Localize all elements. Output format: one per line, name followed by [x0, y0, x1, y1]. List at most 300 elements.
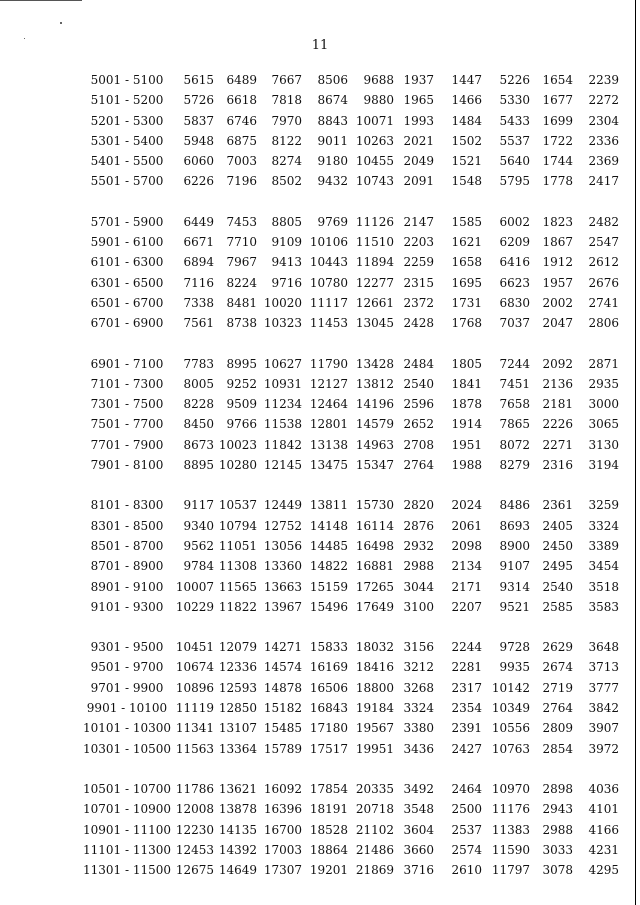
value-cell: 5537 [499, 133, 530, 148]
value-cell: 16881 [355, 559, 394, 574]
value-cell: 8805 [271, 214, 302, 229]
value-cell: 10556 [491, 721, 530, 736]
value-cell: 9784 [183, 559, 214, 574]
value-cell: 11126 [355, 214, 394, 229]
value-cell: 11051 [218, 538, 257, 553]
row-group [0, 212, 640, 334]
value-cell: 2315 [403, 275, 434, 290]
income-range-cell: 10301 - 10500 [82, 741, 172, 756]
value-cell: 9521 [499, 599, 530, 614]
value-cell: 10106 [309, 235, 348, 250]
value-cell: 1993 [403, 113, 434, 128]
value-cell: 10627 [263, 356, 302, 371]
value-cell: 2898 [542, 781, 573, 796]
value-cell: 10071 [355, 113, 394, 128]
value-cell: 4036 [588, 781, 619, 796]
value-cell: 10537 [218, 498, 257, 513]
value-cell: 1744 [542, 154, 573, 169]
value-cell: 7561 [183, 316, 214, 331]
value-cell: 4231 [588, 842, 619, 857]
value-cell: 10280 [218, 458, 257, 473]
value-cell: 3972 [588, 741, 619, 756]
value-cell: 10743 [355, 174, 394, 189]
value-cell: 13967 [263, 599, 302, 614]
income-range-cell: 7501 - 7700 [90, 417, 164, 432]
value-cell: 1951 [451, 437, 482, 452]
row-group [0, 637, 640, 759]
value-cell: 11565 [218, 579, 257, 594]
value-cell: 2271 [542, 437, 573, 452]
value-cell: 13878 [218, 802, 257, 817]
value-cell: 11590 [491, 842, 530, 857]
value-cell: 11176 [491, 802, 530, 817]
value-cell: 13663 [263, 579, 302, 594]
value-cell: 1988 [451, 458, 482, 473]
value-cell: 8274 [271, 154, 302, 169]
value-cell: 2764 [542, 701, 573, 716]
value-cell: 2596 [403, 397, 434, 412]
value-cell: 2304 [588, 113, 619, 128]
income-range-cell: 8901 - 9100 [90, 579, 164, 594]
value-cell: 3000 [588, 397, 619, 412]
value-cell: 12127 [309, 376, 348, 391]
value-cell: 1654 [542, 73, 573, 87]
income-range-cell: 10901 - 11100 [82, 822, 172, 837]
value-cell: 3259 [588, 498, 619, 513]
value-cell: 3583 [588, 599, 619, 614]
value-cell: 13621 [218, 781, 257, 796]
value-cell: 6489 [226, 73, 257, 87]
value-cell: 10763 [491, 741, 530, 756]
value-cell: 11563 [175, 741, 214, 756]
table-row [0, 293, 640, 313]
value-cell: 2272 [588, 93, 619, 108]
row-group [0, 495, 640, 617]
value-cell: 18032 [355, 640, 394, 655]
value-cell: 11453 [309, 316, 348, 331]
table-row [0, 637, 640, 657]
value-cell: 10020 [263, 295, 302, 310]
value-cell: 8995 [226, 356, 257, 371]
income-range-cell: 6301 - 6500 [90, 275, 164, 290]
value-cell: 8506 [317, 73, 348, 87]
value-cell: 20335 [355, 781, 394, 796]
value-cell: 2764 [403, 458, 434, 473]
value-cell: 12593 [218, 680, 257, 695]
value-cell: 5795 [499, 174, 530, 189]
value-cell: 13045 [355, 316, 394, 331]
value-cell: 4166 [588, 822, 619, 837]
income-range-cell: 11301 - 11500 [82, 863, 172, 878]
value-cell: 3777 [588, 680, 619, 695]
value-cell: 12449 [263, 498, 302, 513]
value-cell: 7865 [499, 417, 530, 432]
value-cell: 12752 [263, 518, 302, 533]
value-cell: 3604 [403, 822, 434, 837]
value-cell: 15159 [309, 579, 348, 594]
value-cell: 2354 [451, 701, 482, 716]
value-cell: 3156 [403, 640, 434, 655]
value-cell: 14392 [218, 842, 257, 857]
value-cell: 2336 [588, 133, 619, 148]
value-cell: 17265 [355, 579, 394, 594]
value-cell: 2428 [403, 316, 434, 331]
value-cell: 15730 [355, 498, 394, 513]
table-row [0, 657, 640, 677]
value-cell: 3380 [403, 721, 434, 736]
value-cell: 2806 [588, 316, 619, 331]
value-cell: 1658 [451, 255, 482, 270]
table-row [0, 232, 640, 252]
value-cell: 3044 [403, 579, 434, 594]
value-cell: 3492 [403, 781, 434, 796]
value-cell: 20718 [355, 802, 394, 817]
value-cell: 12336 [218, 660, 257, 675]
value-cell: 9314 [499, 579, 530, 594]
value-cell: 9340 [183, 518, 214, 533]
value-cell: 8122 [271, 133, 302, 148]
value-cell: 7658 [499, 397, 530, 412]
table-row [0, 252, 640, 272]
value-cell: 14649 [218, 863, 257, 878]
value-cell: 3716 [403, 863, 434, 878]
value-cell: 5726 [183, 93, 214, 108]
value-cell: 1484 [451, 113, 482, 128]
table-row [0, 313, 640, 333]
value-cell: 6416 [499, 255, 530, 270]
value-cell: 2935 [588, 376, 619, 391]
value-cell: 2244 [451, 640, 482, 655]
value-cell: 5640 [499, 154, 530, 169]
value-cell: 16506 [309, 680, 348, 695]
value-cell: 2652 [403, 417, 434, 432]
value-cell: 2405 [542, 518, 573, 533]
value-cell: 2047 [542, 316, 573, 331]
value-cell: 10323 [263, 316, 302, 331]
value-cell: 14135 [218, 822, 257, 837]
table-row [0, 718, 640, 738]
value-cell: 13138 [309, 437, 348, 452]
value-cell: 10931 [263, 376, 302, 391]
value-cell: 9180 [317, 154, 348, 169]
income-range-cell: 6701 - 6900 [90, 316, 164, 331]
value-cell: 2629 [542, 640, 573, 655]
value-cell: 2226 [542, 417, 573, 432]
value-cell: 2098 [451, 538, 482, 553]
value-cell: 2741 [588, 295, 619, 310]
value-cell: 3518 [588, 579, 619, 594]
value-cell: 9769 [317, 214, 348, 229]
value-cell: 10451 [175, 640, 214, 655]
value-cell: 8693 [499, 518, 530, 533]
value-cell: 18416 [355, 660, 394, 675]
value-cell: 11234 [263, 397, 302, 412]
income-range-cell: 10101 - 10300 [82, 721, 172, 736]
value-cell: 17003 [263, 842, 302, 857]
value-cell: 15347 [355, 458, 394, 473]
value-cell: 2610 [451, 863, 482, 878]
value-cell: 1778 [542, 174, 573, 189]
value-cell: 8072 [499, 437, 530, 452]
value-cell: 16843 [309, 701, 348, 716]
value-cell: 15496 [309, 599, 348, 614]
value-cell: 6623 [499, 275, 530, 290]
value-cell: 1823 [542, 214, 573, 229]
value-cell: 5330 [499, 93, 530, 108]
value-cell: 2207 [451, 599, 482, 614]
value-cell: 1621 [451, 235, 482, 250]
value-cell: 1867 [542, 235, 573, 250]
value-cell: 2049 [403, 154, 434, 169]
value-cell: 12464 [309, 397, 348, 412]
value-cell: 10229 [175, 599, 214, 614]
value-cell: 7338 [183, 295, 214, 310]
value-cell: 5837 [183, 113, 214, 128]
table-row [0, 495, 640, 515]
value-cell: 3033 [542, 842, 573, 857]
value-cell: 1502 [451, 133, 482, 148]
value-cell: 18864 [309, 842, 348, 857]
value-cell: 2537 [451, 822, 482, 837]
value-cell: 15789 [263, 741, 302, 756]
value-cell: 9728 [499, 640, 530, 655]
value-cell: 2091 [403, 174, 434, 189]
value-cell: 4295 [588, 863, 619, 878]
value-cell: 7196 [226, 174, 257, 189]
value-cell: 3389 [588, 538, 619, 553]
value-cell: 8228 [183, 397, 214, 412]
value-cell: 2372 [403, 295, 434, 310]
value-cell: 2061 [451, 518, 482, 533]
table-row [0, 131, 640, 151]
value-cell: 13360 [263, 559, 302, 574]
value-cell: 1585 [451, 214, 482, 229]
value-cell: 2708 [403, 437, 434, 452]
scan-speck [60, 22, 62, 24]
value-cell: 13428 [355, 356, 394, 371]
value-cell: 9880 [363, 93, 394, 108]
table-row [0, 536, 640, 556]
income-range-cell: 9501 - 9700 [90, 660, 164, 675]
income-range-cell: 9101 - 9300 [90, 599, 164, 614]
value-cell: 11797 [491, 863, 530, 878]
income-range-cell: 6901 - 7100 [90, 356, 164, 371]
value-cell: 12277 [355, 275, 394, 290]
value-cell: 2136 [542, 376, 573, 391]
value-cell: 3907 [588, 721, 619, 736]
value-cell: 2316 [542, 458, 573, 473]
value-cell: 7967 [226, 255, 257, 270]
value-cell: 1768 [451, 316, 482, 331]
value-cell: 6060 [183, 154, 214, 169]
value-cell: 11341 [175, 721, 214, 736]
value-cell: 2427 [451, 741, 482, 756]
value-cell: 7667 [271, 73, 302, 87]
value-cell: 2092 [542, 356, 573, 371]
value-cell: 8502 [271, 174, 302, 189]
table-row [0, 354, 640, 374]
value-cell: 12850 [218, 701, 257, 716]
value-cell: 2876 [403, 518, 434, 533]
scan-top-line [0, 0, 82, 1]
value-cell: 11538 [263, 417, 302, 432]
value-cell: 8224 [226, 275, 257, 290]
income-range-cell: 5901 - 6100 [90, 235, 164, 250]
value-cell: 3842 [588, 701, 619, 716]
value-cell: 8843 [317, 113, 348, 128]
value-cell: 3100 [403, 599, 434, 614]
value-cell: 9252 [226, 376, 257, 391]
value-cell: 2854 [542, 741, 573, 756]
value-cell: 1841 [451, 376, 482, 391]
income-range-cell: 10501 - 10700 [82, 781, 172, 796]
value-cell: 2585 [542, 599, 573, 614]
rate-table [0, 70, 640, 900]
value-cell: 14963 [355, 437, 394, 452]
value-cell: 12801 [309, 417, 348, 432]
table-row [0, 840, 640, 860]
value-cell: 2181 [542, 397, 573, 412]
table-row [0, 273, 640, 293]
table-row [0, 171, 640, 191]
value-cell: 9413 [271, 255, 302, 270]
value-cell: 15182 [263, 701, 302, 716]
value-cell: 8900 [499, 538, 530, 553]
value-cell: 1914 [451, 417, 482, 432]
value-cell: 19951 [355, 741, 394, 756]
value-cell: 10896 [175, 680, 214, 695]
income-range-cell: 7701 - 7900 [90, 437, 164, 452]
table-row [0, 860, 640, 880]
value-cell: 14148 [309, 518, 348, 533]
value-cell: 17649 [355, 599, 394, 614]
value-cell: 2361 [542, 498, 573, 513]
value-cell: 3130 [588, 437, 619, 452]
value-cell: 10443 [309, 255, 348, 270]
value-cell: 8481 [226, 295, 257, 310]
value-cell: 3324 [588, 518, 619, 533]
value-cell: 11790 [309, 356, 348, 371]
value-cell: 5226 [499, 73, 530, 87]
value-cell: 7003 [226, 154, 257, 169]
value-cell: 17180 [309, 721, 348, 736]
value-cell: 2612 [588, 255, 619, 270]
value-cell: 1937 [403, 73, 434, 87]
value-cell: 9766 [226, 417, 257, 432]
value-cell: 11822 [218, 599, 257, 614]
value-cell: 6209 [499, 235, 530, 250]
table-row [0, 70, 640, 90]
value-cell: 7116 [183, 275, 214, 290]
value-cell: 19184 [355, 701, 394, 716]
income-range-cell: 5301 - 5400 [90, 133, 164, 148]
value-cell: 10455 [355, 154, 394, 169]
value-cell: 9688 [363, 73, 394, 87]
value-cell: 2239 [588, 73, 619, 87]
value-cell: 7453 [226, 214, 257, 229]
value-cell: 1957 [542, 275, 573, 290]
value-cell: 6830 [499, 295, 530, 310]
table-row [0, 678, 640, 698]
value-cell: 7244 [499, 356, 530, 371]
value-cell: 2943 [542, 802, 573, 817]
value-cell: 3268 [403, 680, 434, 695]
value-cell: 16396 [263, 802, 302, 817]
value-cell: 14822 [309, 559, 348, 574]
income-range-cell: 5201 - 5300 [90, 113, 164, 128]
table-row [0, 779, 640, 799]
row-group [0, 70, 640, 192]
value-cell: 6875 [226, 133, 257, 148]
value-cell: 10349 [491, 701, 530, 716]
value-cell: 8486 [499, 498, 530, 513]
value-cell: 10780 [309, 275, 348, 290]
value-cell: 8005 [183, 376, 214, 391]
value-cell: 9109 [271, 235, 302, 250]
value-cell: 2540 [542, 579, 573, 594]
value-cell: 2024 [451, 498, 482, 513]
table-row [0, 111, 640, 131]
value-cell: 12008 [175, 802, 214, 817]
value-cell: 8673 [183, 437, 214, 452]
income-range-cell: 10701 - 10900 [82, 802, 172, 817]
table-row [0, 435, 640, 455]
value-cell: 5948 [183, 133, 214, 148]
value-cell: 6618 [226, 93, 257, 108]
value-cell: 1912 [542, 255, 573, 270]
value-cell: 1878 [451, 397, 482, 412]
value-cell: 9107 [499, 559, 530, 574]
table-row [0, 90, 640, 110]
value-cell: 10142 [491, 680, 530, 695]
value-cell: 1548 [451, 174, 482, 189]
value-cell: 10263 [355, 133, 394, 148]
table-row [0, 597, 640, 617]
value-cell: 2021 [403, 133, 434, 148]
value-cell: 15485 [263, 721, 302, 736]
value-cell: 3648 [588, 640, 619, 655]
value-cell: 2674 [542, 660, 573, 675]
value-cell: 13107 [218, 721, 257, 736]
value-cell: 11119 [175, 701, 214, 716]
value-cell: 3660 [403, 842, 434, 857]
value-cell: 2317 [451, 680, 482, 695]
value-cell: 8279 [499, 458, 530, 473]
table-row [0, 374, 640, 394]
value-cell: 1695 [451, 275, 482, 290]
value-cell: 7970 [271, 113, 302, 128]
value-cell: 1805 [451, 356, 482, 371]
value-cell: 11510 [355, 235, 394, 250]
value-cell: 7451 [499, 376, 530, 391]
value-cell: 16498 [355, 538, 394, 553]
value-cell: 1965 [403, 93, 434, 108]
value-cell: 10970 [491, 781, 530, 796]
value-cell: 10674 [175, 660, 214, 675]
value-cell: 2391 [451, 721, 482, 736]
income-range-cell: 5101 - 5200 [90, 93, 164, 108]
value-cell: 12675 [175, 863, 214, 878]
value-cell: 2809 [542, 721, 573, 736]
value-cell: 6746 [226, 113, 257, 128]
value-cell: 9935 [499, 660, 530, 675]
value-cell: 2171 [451, 579, 482, 594]
income-range-cell: 7301 - 7500 [90, 397, 164, 412]
value-cell: 1731 [451, 295, 482, 310]
page-number: 11 [311, 38, 329, 53]
income-range-cell: 7901 - 8100 [90, 458, 164, 473]
value-cell: 12453 [175, 842, 214, 857]
